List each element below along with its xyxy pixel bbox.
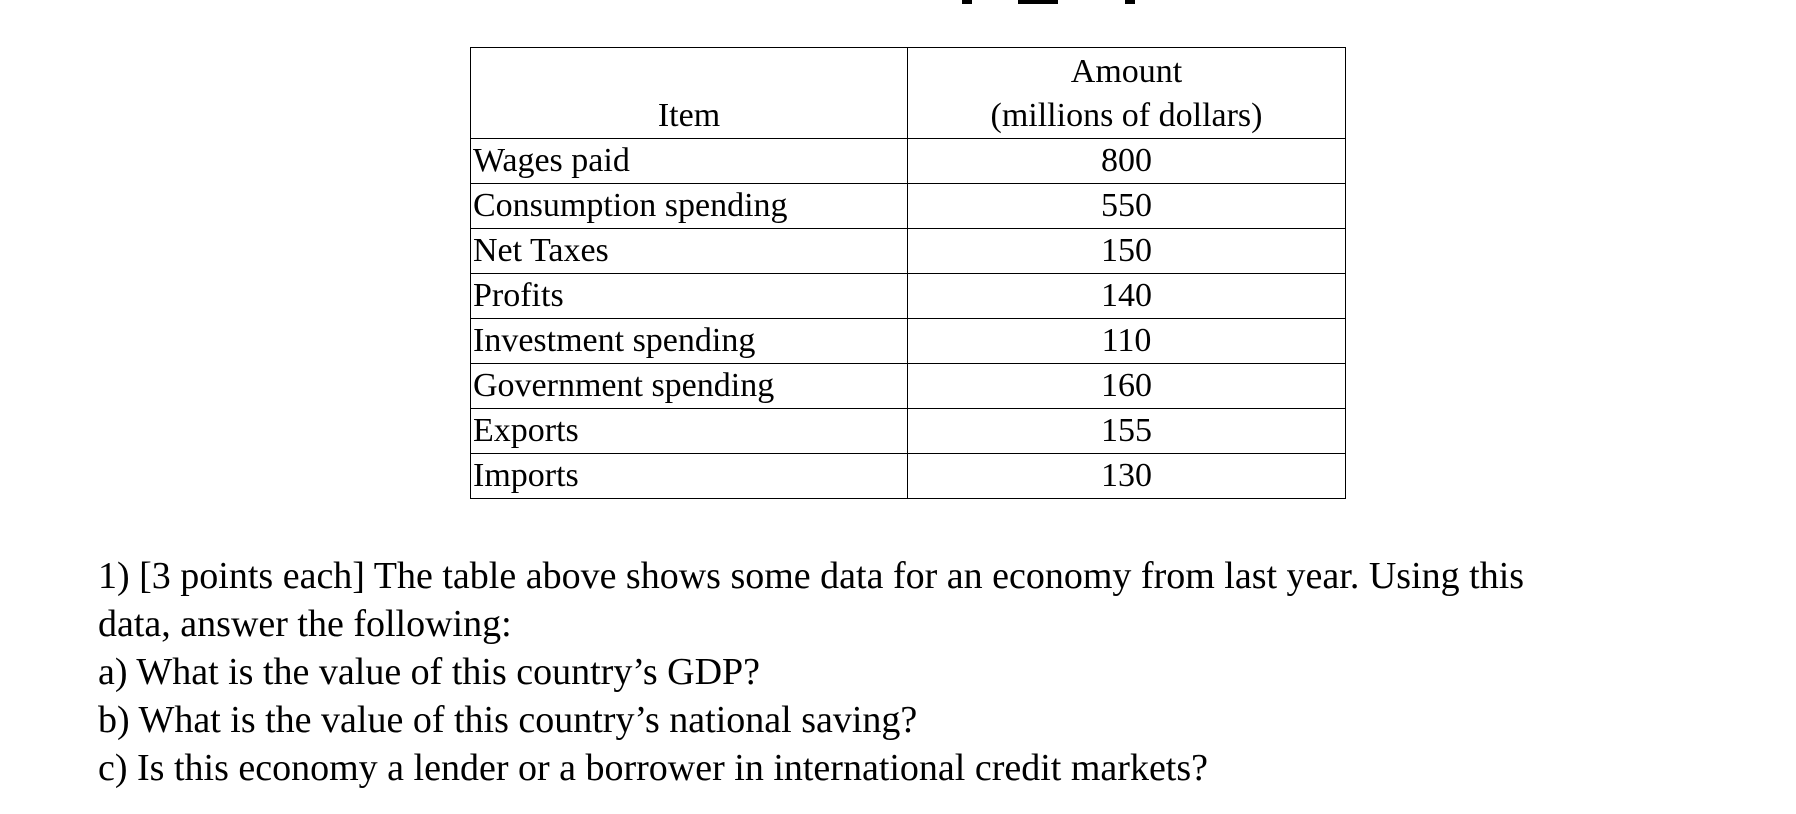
table-row bbox=[471, 364, 1346, 409]
question-intro-line1: 1) [3 points each] The table above shows some data for an economy from last year. Using this bbox=[98, 555, 1525, 597]
economy-data-table bbox=[470, 47, 1346, 499]
amount-cell: 130 bbox=[908, 454, 1346, 499]
item-cell: Wages paid bbox=[471, 139, 908, 184]
amount-cell: 140 bbox=[908, 274, 1346, 319]
question-intro-line2: data, answer the following: bbox=[98, 603, 512, 645]
amount-cell: 110 bbox=[908, 319, 1346, 364]
item-cell: Imports bbox=[471, 454, 908, 499]
table-row bbox=[471, 319, 1346, 364]
question-block bbox=[98, 552, 1778, 792]
question-part-c: c) Is this economy a lender or a borrower in international credit markets? bbox=[98, 747, 1209, 789]
amount-cell: 155 bbox=[908, 409, 1346, 454]
header-item-label: Item bbox=[657, 97, 721, 134]
table-row bbox=[471, 274, 1346, 319]
item-cell: Consumption spending bbox=[471, 184, 908, 229]
question-part-b: b) What is the value of this country’s national saving? bbox=[98, 699, 918, 741]
item-cell: Profits bbox=[471, 274, 908, 319]
table-header-row bbox=[471, 48, 1346, 139]
item-cell: Net Taxes bbox=[471, 229, 908, 274]
question-part-a: a) What is the value of this country’s GDP? bbox=[98, 651, 761, 693]
table-row bbox=[471, 454, 1346, 499]
amount-cell: 800 bbox=[908, 139, 1346, 184]
amount-cell: 160 bbox=[908, 364, 1346, 409]
item-cell: Investment spending bbox=[471, 319, 908, 364]
item-cell: Government spending bbox=[471, 364, 908, 409]
header-amount bbox=[908, 48, 1346, 139]
amount-cell: 550 bbox=[908, 184, 1346, 229]
header-amount-line2: (millions of dollars) bbox=[990, 97, 1263, 134]
header-item bbox=[471, 48, 908, 139]
table-row bbox=[471, 184, 1346, 229]
table-row bbox=[471, 139, 1346, 184]
table-row bbox=[471, 409, 1346, 454]
header-amount-line1: Amount bbox=[1070, 53, 1183, 90]
cropped-text-fragment bbox=[960, 0, 1160, 4]
table-row bbox=[471, 229, 1346, 274]
amount-cell: 150 bbox=[908, 229, 1346, 274]
item-cell: Exports bbox=[471, 409, 908, 454]
